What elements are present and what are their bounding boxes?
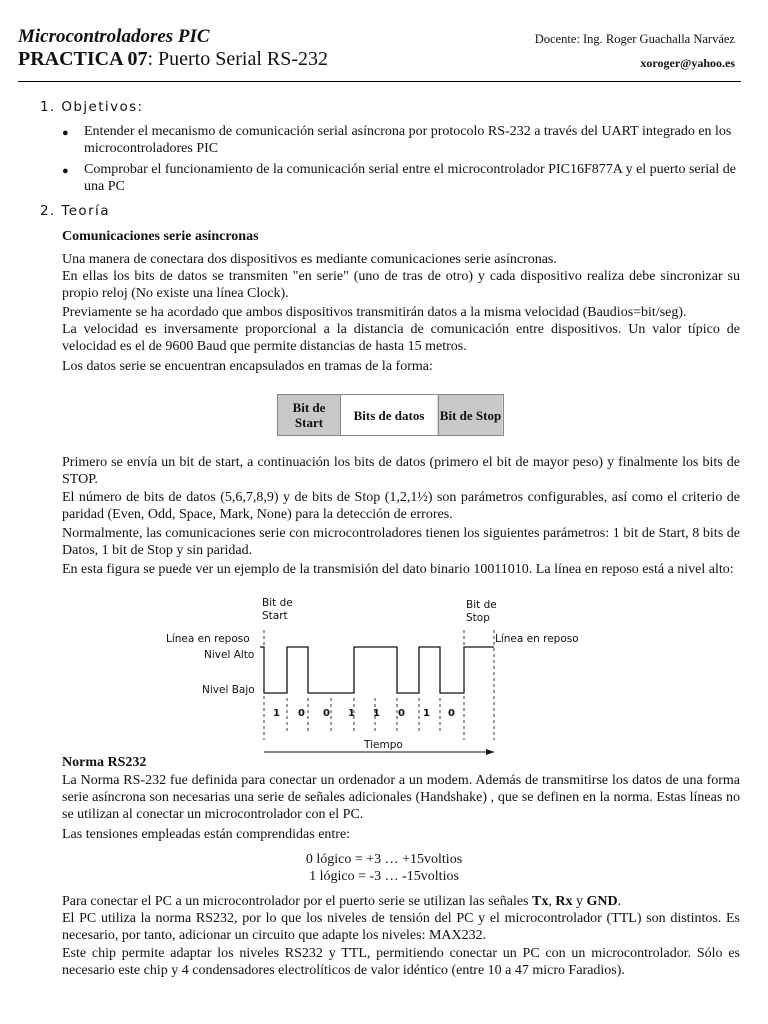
bullet-icon: ● <box>62 165 69 177</box>
theory-paragraph: Normalmente, las comunicaciones serie con microcontroladores tienen los siguientes parámetros: 1 bit de Start, 8 bits de Datos, 1 bit de Stop y sin paridad. <box>62 526 740 558</box>
course-title: Microcontroladores PIC <box>18 26 210 47</box>
theory-paragraph: Previamente se ha acordado que ambos dispositivos transmitirán datos a la misma velocidad (Baudios=bit/seg). <box>62 305 687 320</box>
objective-item: Comprobar el funcionamiento de la comunicación serial entre el microcontrolador PIC16F877A y el puerto serial de una PC <box>84 162 736 194</box>
signal-gnd: GND <box>586 894 618 909</box>
idle-left-label: Línea en reposo <box>166 633 250 645</box>
frame-data-bits: Bits de datos <box>341 395 437 435</box>
theory-paragraph: Una manera de conectara dos dispositivos es mediante comunicaciones serie asíncronas. <box>62 252 557 267</box>
theory-paragraph: En ellas los bits de datos se transmiten "en serie" (uno de tras de otro) y cada dispositivo realiza debe sincronizar su propio reloj (No existe una línea Clock). <box>62 269 740 301</box>
bit-value: 1 <box>348 708 355 719</box>
signal-tx: Tx <box>532 894 549 909</box>
signal-rx: Rx <box>555 894 573 909</box>
start-label-line2: Start <box>262 610 288 622</box>
final-paragraph: Este chip permite adaptar los niveles RS232 y TTL, permitiendo conectar un PC con un microcontrolador. Sólo es necesario este chip y 4 condensadores electrolíticos de valor idéntico (entre 10 a 47 micro Faradios). <box>62 946 740 978</box>
theory-paragraph: Los datos serie se encuentran encapsulados en tramas de la forma: <box>62 359 433 374</box>
serial-frame-diagram <box>277 394 504 436</box>
theory-paragraph: En esta figura se puede ver un ejemplo de la transmisión del dato binario 10011010. La línea en reposo está a nivel alto: <box>62 562 734 577</box>
sentence-end: . <box>617 894 622 909</box>
practice-label: PRACTICA 07 <box>18 48 148 70</box>
practice-subtitle: : Puerto Serial RS-232 <box>147 48 328 70</box>
bit-value: 1 <box>273 708 280 719</box>
practice-title <box>18 48 328 71</box>
section-objectives-heading: 1. Objetivos: <box>40 99 144 115</box>
connection-text: Para conectar el PC a un microcontrolador por el puerto serie se utilizan las señales <box>62 894 532 909</box>
logic-zero-voltage: 0 lógico = +3 … +15voltios <box>305 852 463 867</box>
bit-value: 1 <box>373 708 380 719</box>
bit-value: 1 <box>423 708 430 719</box>
final-paragraph: El PC utiliza la norma RS232, por lo que los niveles de tensión del PC y el microcontrolador (TTL) son distintos. Es necesario, por tanto, adicionar un circuito que adapte los niveles: MAX232. <box>62 911 740 943</box>
bit-value: 0 <box>298 708 305 719</box>
frame-stop-bit: Bit de Stop <box>438 395 502 435</box>
bit-values <box>273 708 455 719</box>
connection-paragraph <box>62 893 740 910</box>
theory-paragraph: La velocidad es inversamente proporcional a la distancia de comunicación entre dispositivos. Un valor típico de velocidad es el de 9600 Baud que permite distancias de hasta 15 metros. <box>62 322 740 354</box>
idle-right-label: Línea en reposo <box>495 633 579 645</box>
bullet-icon: ● <box>62 127 69 139</box>
bit-value: 0 <box>398 708 405 719</box>
bit-value: 0 <box>323 708 330 719</box>
rs232-paragraph: La Norma RS-232 fue definida para conectar un ordenador a un modem. Además de transmitirse los datos de una forma serie asíncrona son necesarias una serie de señales adicionales (Handshake) , que se definen en la norma. Estas líneas no se utilizan al conectar un microcontrolador con el PC. <box>62 773 740 822</box>
theory-paragraph: El número de bits de datos (5,6,7,8,9) y de bits de Stop (1,2,1½) son parámetros configurables, así como el criterio de paridad (Even, Odd, Space, Mark, None) para la detección de errores. <box>62 490 740 522</box>
section-theory-heading: 2. Teoría <box>40 203 110 219</box>
rs232-paragraph: Las tensiones empleadas están comprendidas entre: <box>62 827 351 842</box>
low-level-label: Nivel Bajo <box>202 684 255 696</box>
subsection-async-heading: Comunicaciones serie asíncronas <box>62 229 259 244</box>
time-arrow-icon <box>486 749 494 755</box>
header-divider <box>18 81 741 82</box>
rs232-waveform-diagram <box>164 592 592 758</box>
teacher-name: Docente: Ing. Roger Guachalla Narváez <box>534 32 735 46</box>
frame-start-bit: Bit de Start <box>278 395 341 435</box>
bit-value: 0 <box>448 708 455 719</box>
high-level-label: Nivel Alto <box>204 649 255 661</box>
signal-waveform <box>260 647 494 693</box>
time-label: Tiempo <box>364 739 403 751</box>
stop-label-line1: Bit de <box>466 599 497 611</box>
separator-and: y <box>572 894 587 909</box>
logic-one-voltage: 1 lógico = -3 … -15voltios <box>309 869 459 884</box>
objective-item: Entender el mecanismo de comunicación serial asíncrona por protocolo RS-232 a través del UART integrado en los microcontroladores PIC <box>84 124 732 156</box>
teacher-email[interactable]: xoroger@yahoo.es <box>640 56 735 70</box>
theory-paragraph: Primero se envía un bit de start, a continuación los bits de datos (primero el bit de mayor peso) y finalmente los bits de STOP. <box>62 455 740 487</box>
subsection-rs232-heading: Norma RS232 <box>62 755 147 770</box>
start-label-line1: Bit de <box>262 597 293 609</box>
stop-label-line2: Stop <box>466 612 490 624</box>
separator-comma: , <box>548 894 556 909</box>
